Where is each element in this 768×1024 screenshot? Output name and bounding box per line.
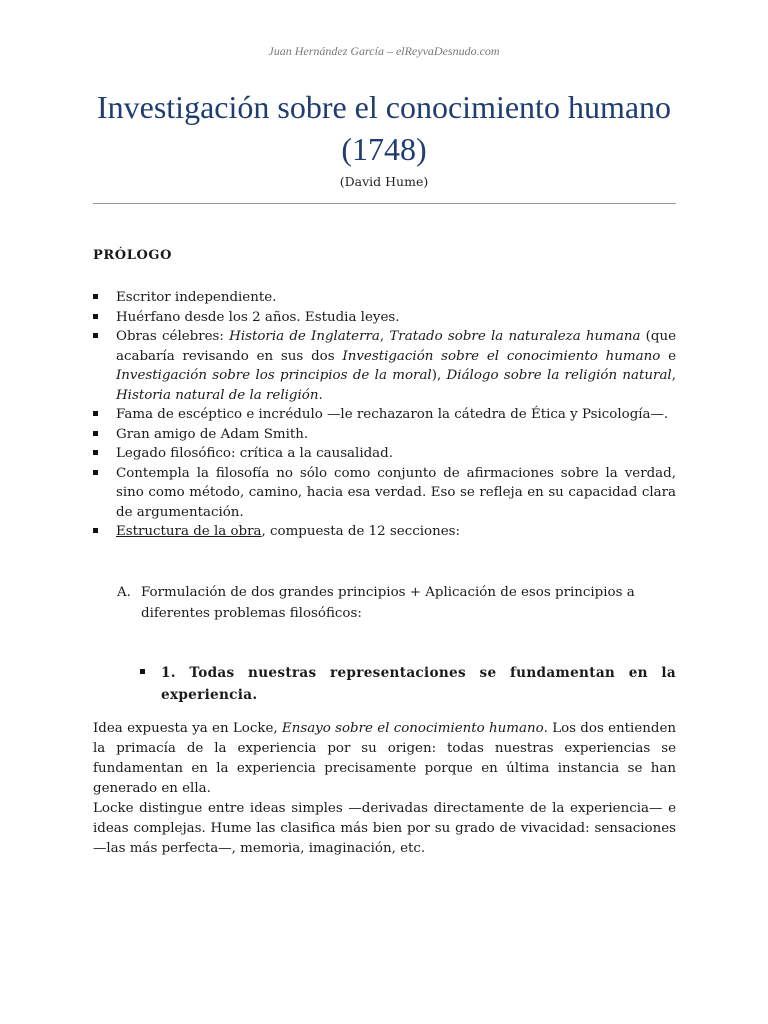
- title-divider: [93, 203, 676, 204]
- author-line: (David Hume): [339, 174, 429, 189]
- square-bullet-icon: [93, 431, 98, 436]
- sublist-item-a: [117, 582, 676, 624]
- bullet-text: Contempla la filosofía no sólo como conjunto de afirmaciones sobre la verdad, sino como método, camino, hacia esa verdad. Eso se refleja en su capacidad clara de argumentación.: [116, 465, 676, 520]
- principle-text: 1. Todas nuestras representaciones se fundamentan en la experiencia.: [161, 665, 676, 703]
- section-heading-prologo: PRÓLOGO: [93, 248, 172, 263]
- sublist-letter: A.: [117, 585, 131, 600]
- list-item: [93, 308, 676, 328]
- list-item: [93, 464, 676, 523]
- square-bullet-icon: [93, 411, 98, 416]
- bullet-text: Legado filosófico: crítica a la causalidad.: [116, 446, 393, 461]
- principle-heading-1: [140, 662, 676, 706]
- prologo-bullet-list: [93, 288, 676, 542]
- list-item: [93, 522, 676, 542]
- bullet-text: Huérfano desde los 2 años. Estudia leyes.: [116, 309, 400, 325]
- header-note: Juan Hernández García – elReyvaDesnudo.com: [268, 44, 500, 58]
- paragraph-ideas: Locke distingue entre ideas simples —derivadas directamente de la experiencia— e ideas complejas. Hume las clasifica más bien por su grado de vivacidad: sensaciones —las más perfecta—, memoria, imaginación, etc.: [93, 801, 676, 856]
- list-item: [93, 425, 676, 445]
- square-bullet-icon: [93, 470, 98, 475]
- list-item: [93, 288, 676, 308]
- list-item: [93, 444, 676, 464]
- list-item: [93, 405, 676, 425]
- square-bullet-icon: [93, 294, 98, 299]
- bullet-text: Obras célebres: Historia de Inglaterra, Tratado sobre la naturaleza humana (que acabaría revisando en sus dos Investigación sobre el conocimiento humano e Investigación sobre los principios de la moral), Diálogo sobre la religión natural, Historia natural de la religión.: [116, 329, 677, 403]
- paragraph-locke: Idea expuesta ya en Locke, Ensayo sobre el conocimiento humano. Los dos entienden la primacía de la experiencia por su origen: todas nuestras experiencias se fundamentan en la experiencia precisamente porque en última instancia se han generado en ella.: [93, 721, 676, 796]
- list-item: [93, 327, 676, 405]
- square-bullet-icon: [93, 333, 98, 338]
- bullet-text: Gran amigo de Adam Smith.: [116, 426, 309, 442]
- bullet-text: Estructura de la obra, compuesta de 12 secciones:: [116, 524, 461, 539]
- bullet-text: Fama de escéptico e incrédulo —le rechazaron la cátedra de Ética y Psicología—.: [116, 407, 669, 422]
- structure-link[interactable]: Estructura de la obra: [116, 524, 262, 539]
- sublist-text: Formulación de dos grandes principios + Aplicación de esos principios a diferentes problemas filosóficos:: [141, 585, 635, 621]
- document-title: Investigación sobre el conocimiento humano (1748): [96, 89, 672, 167]
- square-bullet-icon: [93, 450, 98, 455]
- bullet-text: Escritor independiente.: [116, 290, 277, 305]
- square-bullet-icon: [93, 528, 98, 533]
- square-bullet-icon: [140, 669, 145, 674]
- square-bullet-icon: [93, 314, 98, 319]
